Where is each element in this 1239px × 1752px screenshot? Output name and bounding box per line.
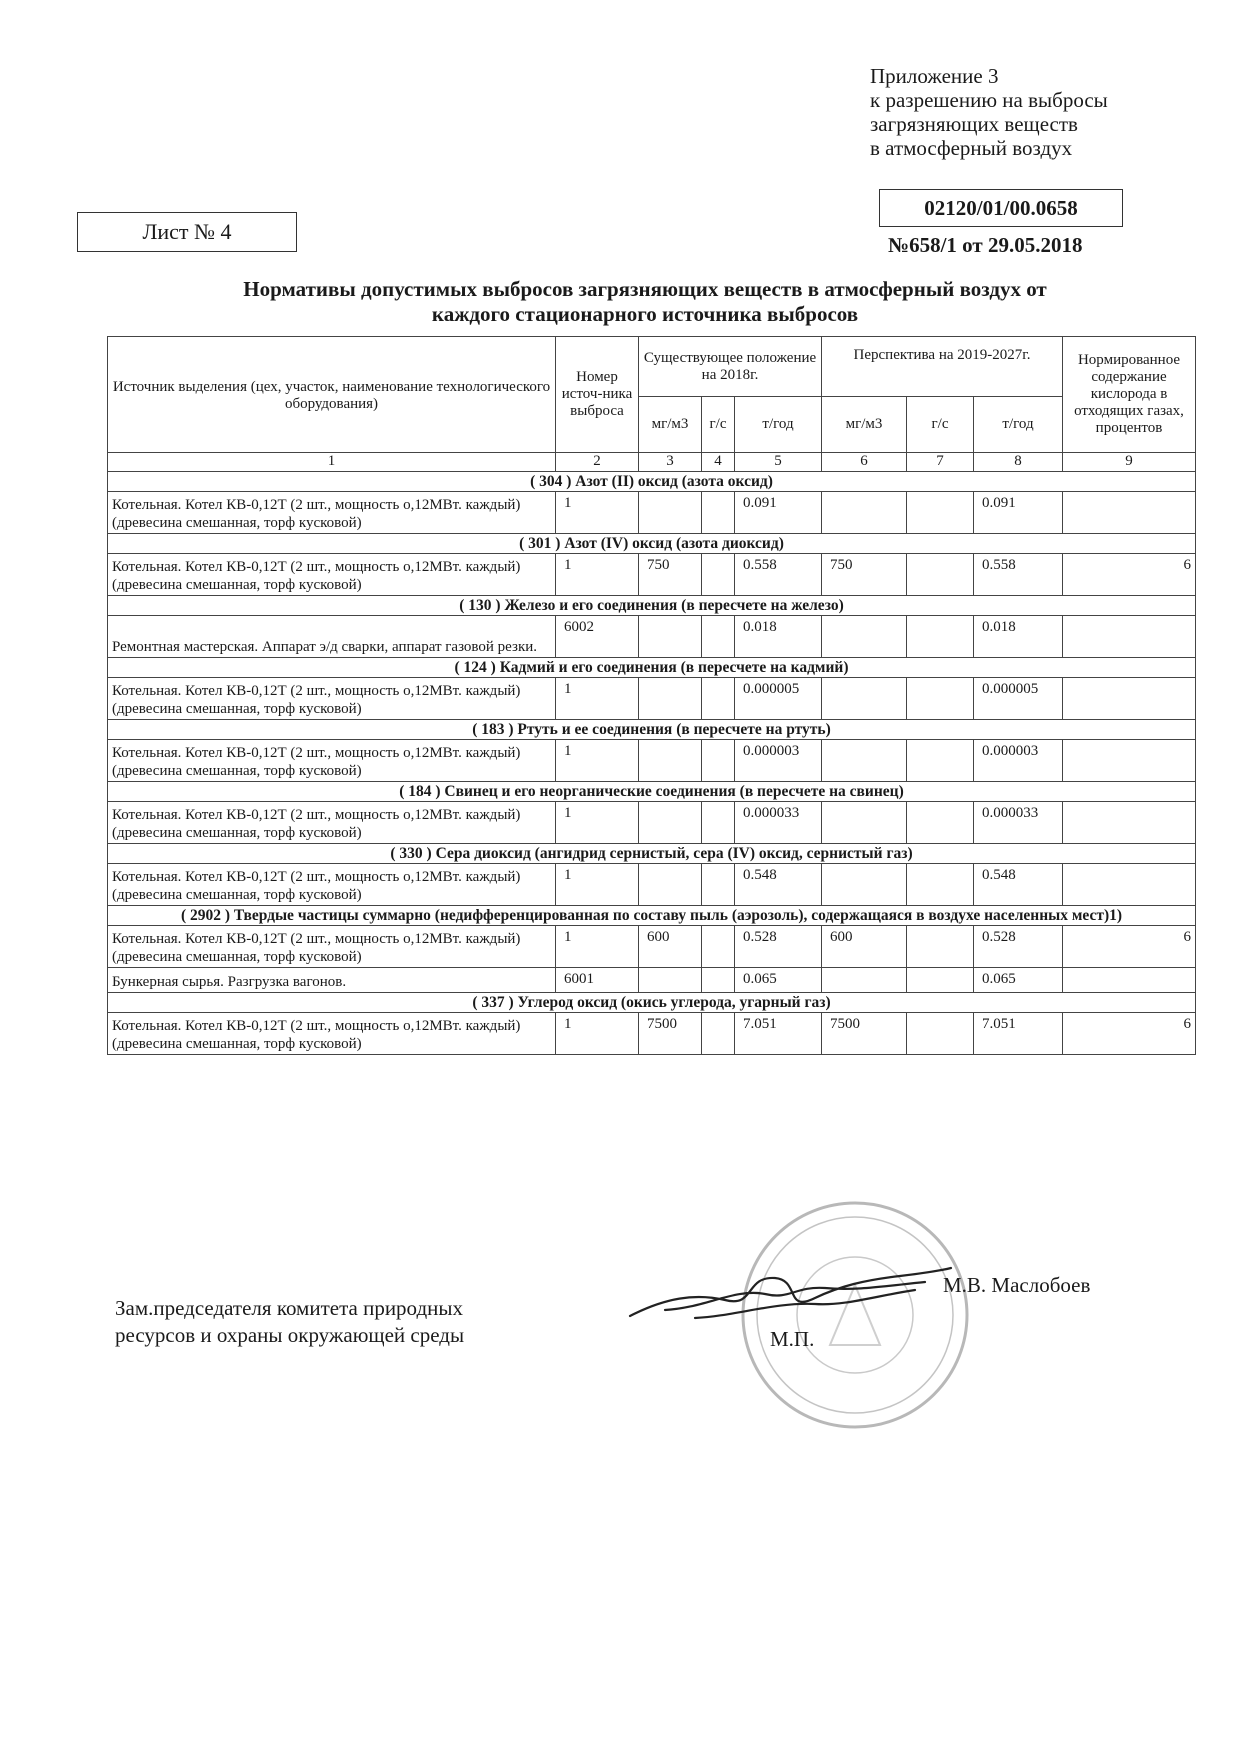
- existing-g-s-cell: [702, 968, 735, 993]
- perspective-mg-m3-cell: [822, 678, 907, 720]
- substance-header-row: [108, 472, 1196, 492]
- perspective-g-s-cell: [907, 968, 974, 993]
- existing-t-year-cell: 0.528: [735, 926, 822, 968]
- substance-title: ( 304 ) Азот (II) оксид (азота оксид): [108, 472, 1196, 492]
- existing-mg-m3-cell: 600: [639, 926, 702, 968]
- existing-t-year-cell: 0.548: [735, 864, 822, 906]
- perspective-mg-m3-cell: 7500: [822, 1013, 907, 1055]
- existing-t-year-cell: 0.018: [735, 616, 822, 658]
- perspective-t-year-cell: 0.548: [974, 864, 1063, 906]
- perspective-g-s-cell: [907, 554, 974, 596]
- source-cell: Котельная. Котел КВ-0,12Т (2 шт., мощность о,12МВт. каждый) (древесина смешанная, торф кусковой): [108, 554, 556, 596]
- existing-t-year-cell: 0.000005: [735, 678, 822, 720]
- existing-t-year-cell: 0.558: [735, 554, 822, 596]
- source-cell: Котельная. Котел КВ-0,12Т (2 шт., мощность о,12МВт. каждый) (древесина смешанная, торф кусковой): [108, 1013, 556, 1055]
- perspective-g-s-cell: [907, 1013, 974, 1055]
- source-number-cell: 1: [556, 678, 639, 720]
- source-number-cell: 1: [556, 554, 639, 596]
- perspective-mg-m3-cell: [822, 492, 907, 534]
- substance-header-row: [108, 658, 1196, 678]
- existing-g-s-cell: [702, 554, 735, 596]
- perspective-g-s-cell: [907, 492, 974, 534]
- existing-g-s-cell: [702, 740, 735, 782]
- oxygen-cell: [1063, 492, 1196, 534]
- substance-header-row: [108, 720, 1196, 740]
- table-row: [108, 678, 1196, 720]
- existing-g-s-cell: [702, 1013, 735, 1055]
- existing-mg-m3-cell: [639, 740, 702, 782]
- perspective-g-s-cell: [907, 616, 974, 658]
- substance-title: ( 130 ) Железо и его соединения (в пересчете на железо): [108, 596, 1196, 616]
- header-mg-m3-existing: мг/м3: [639, 397, 702, 453]
- substance-header-row: [108, 596, 1196, 616]
- table-row: [108, 740, 1196, 782]
- existing-mg-m3-cell: [639, 802, 702, 844]
- column-number: 3: [639, 453, 702, 472]
- header-perspective: Перспектива на 2019-2027г.: [822, 337, 1063, 397]
- substance-title: ( 330 ) Сера диоксид (ангидрид сернистый, сера (IV) оксид, сернистый газ): [108, 844, 1196, 864]
- oxygen-cell: 6: [1063, 926, 1196, 968]
- perspective-g-s-cell: [907, 740, 974, 782]
- substance-header-row: [108, 993, 1196, 1013]
- annex-line-2: к разрешению на выбросы: [870, 88, 1108, 112]
- source-number-cell: 1: [556, 926, 639, 968]
- substance-header-row: [108, 844, 1196, 864]
- existing-t-year-cell: 7.051: [735, 1013, 822, 1055]
- signer-position-line-1: Зам.председателя комитета природных: [115, 1296, 463, 1320]
- seal-label: М.П.: [770, 1327, 815, 1351]
- existing-g-s-cell: [702, 802, 735, 844]
- source-cell: Бункерная сырья. Разгрузка вагонов.: [108, 968, 556, 993]
- header-number: Номер источ-ника выброса: [556, 337, 639, 453]
- column-number-row: [108, 453, 1196, 472]
- column-number: 4: [702, 453, 735, 472]
- perspective-t-year-cell: 0.000003: [974, 740, 1063, 782]
- oxygen-cell: [1063, 616, 1196, 658]
- handwritten-signature: [625, 1258, 955, 1338]
- annex-line-1: Приложение 3: [870, 64, 999, 88]
- substance-title: ( 337 ) Углерод оксид (окись углерода, угарный газ): [108, 993, 1196, 1013]
- emissions-table: [107, 336, 1196, 1055]
- table-row: [108, 864, 1196, 906]
- perspective-mg-m3-cell: 600: [822, 926, 907, 968]
- table-row: [108, 968, 1196, 993]
- table-header: [108, 337, 1196, 472]
- table-row: [108, 802, 1196, 844]
- perspective-t-year-cell: 7.051: [974, 1013, 1063, 1055]
- emissions-table-wrapper: [107, 336, 1195, 1055]
- existing-mg-m3-cell: [639, 492, 702, 534]
- perspective-t-year-cell: 0.000033: [974, 802, 1063, 844]
- oxygen-cell: [1063, 678, 1196, 720]
- source-number-cell: 6002: [556, 616, 639, 658]
- column-number: 6: [822, 453, 907, 472]
- header-existing: Существующее положение на 2018г.: [639, 337, 822, 397]
- existing-g-s-cell: [702, 616, 735, 658]
- existing-t-year-cell: 0.065: [735, 968, 822, 993]
- source-cell: Котельная. Котел КВ-0,12Т (2 шт., мощность о,12МВт. каждый) (древесина смешанная, торф кусковой): [108, 678, 556, 720]
- existing-g-s-cell: [702, 864, 735, 906]
- header-source: Источник выделения (цех, участок, наименование технологического оборудования): [108, 337, 556, 453]
- header-oxygen: Нормированное содержание кислорода в отходящих газах, процентов: [1063, 337, 1196, 453]
- table-row: [108, 926, 1196, 968]
- title-line-2: каждого стационарного источника выбросов: [431, 302, 859, 326]
- source-number-cell: 1: [556, 740, 639, 782]
- source-number-cell: 1: [556, 864, 639, 906]
- existing-mg-m3-cell: [639, 864, 702, 906]
- source-cell: Котельная. Котел КВ-0,12Т (2 шт., мощность о,12МВт. каждый) (древесина смешанная, торф кусковой): [108, 864, 556, 906]
- perspective-g-s-cell: [907, 678, 974, 720]
- existing-g-s-cell: [702, 678, 735, 720]
- annex-note: [870, 64, 1108, 160]
- substance-title: ( 184 ) Свинец и его неорганические соединения (в пересчете на свинец): [108, 782, 1196, 802]
- signer-position-line-2: ресурсов и охраны окружающей среды: [115, 1323, 465, 1347]
- substance-title: ( 124 ) Кадмий и его соединения (в пересчете на кадмий): [108, 658, 1196, 678]
- header-mg-m3-perspective: мг/м3: [822, 397, 907, 453]
- substance-title: ( 301 ) Азот (IV) оксид (азота диоксид): [108, 534, 1196, 554]
- oxygen-cell: [1063, 802, 1196, 844]
- permit-number-box: 02120/01/00.0658: [879, 189, 1123, 227]
- perspective-g-s-cell: [907, 864, 974, 906]
- existing-mg-m3-cell: 750: [639, 554, 702, 596]
- oxygen-cell: [1063, 864, 1196, 906]
- existing-t-year-cell: 0.000003: [735, 740, 822, 782]
- source-cell: Котельная. Котел КВ-0,12Т (2 шт., мощность о,12МВт. каждый) (древесина смешанная, торф кусковой): [108, 926, 556, 968]
- substance-header-row: [108, 906, 1196, 926]
- perspective-t-year-cell: 0.065: [974, 968, 1063, 993]
- existing-t-year-cell: 0.000033: [735, 802, 822, 844]
- header-g-s-perspective: г/с: [907, 397, 974, 453]
- table-row: [108, 554, 1196, 596]
- substance-title: ( 183 ) Ртуть и ее соединения (в пересчете на ртуть): [108, 720, 1196, 740]
- permit-date: №658/1 от 29.05.2018: [888, 233, 1083, 257]
- perspective-t-year-cell: 0.528: [974, 926, 1063, 968]
- perspective-t-year-cell: 0.558: [974, 554, 1063, 596]
- oxygen-cell: [1063, 740, 1196, 782]
- title-line-1: Нормативы допустимых выбросов загрязняющих веществ в атмосферный воздух от: [243, 277, 1047, 301]
- perspective-g-s-cell: [907, 926, 974, 968]
- substance-header-row: [108, 782, 1196, 802]
- perspective-mg-m3-cell: [822, 616, 907, 658]
- perspective-mg-m3-cell: [822, 740, 907, 782]
- column-number: 5: [735, 453, 822, 472]
- header-t-year-existing: т/год: [735, 397, 822, 453]
- perspective-mg-m3-cell: [822, 968, 907, 993]
- source-number-cell: 1: [556, 802, 639, 844]
- annex-line-3: загрязняющих веществ: [870, 112, 1078, 136]
- document-title: [150, 277, 1140, 327]
- existing-mg-m3-cell: [639, 616, 702, 658]
- substance-header-row: [108, 534, 1196, 554]
- signer-name: М.В. Маслобоев: [943, 1273, 1091, 1297]
- table-row: [108, 1013, 1196, 1055]
- source-number-cell: 6001: [556, 968, 639, 993]
- source-cell: Ремонтная мастерская. Аппарат э/д сварки, аппарат газовой резки.: [108, 616, 556, 658]
- source-number-cell: 1: [556, 1013, 639, 1055]
- source-cell: Котельная. Котел КВ-0,12Т (2 шт., мощность о,12МВт. каждый) (древесина смешанная, торф кусковой): [108, 492, 556, 534]
- perspective-t-year-cell: 0.000005: [974, 678, 1063, 720]
- table-body: [108, 472, 1196, 1055]
- existing-g-s-cell: [702, 926, 735, 968]
- substance-title: ( 2902 ) Твердые частицы суммарно (недифференцированная по составу пыль (аэрозоль), содержащаяся в воздухе населенных мест)1): [108, 906, 1196, 926]
- source-number-cell: 1: [556, 492, 639, 534]
- existing-mg-m3-cell: [639, 678, 702, 720]
- column-number: 7: [907, 453, 974, 472]
- header-t-year-perspective: т/год: [974, 397, 1063, 453]
- existing-g-s-cell: [702, 492, 735, 534]
- table-row: [108, 616, 1196, 658]
- perspective-mg-m3-cell: [822, 864, 907, 906]
- column-number: 1: [108, 453, 556, 472]
- existing-t-year-cell: 0.091: [735, 492, 822, 534]
- perspective-t-year-cell: 0.091: [974, 492, 1063, 534]
- source-cell: Котельная. Котел КВ-0,12Т (2 шт., мощность о,12МВт. каждый) (древесина смешанная, торф кусковой): [108, 802, 556, 844]
- header-g-s-existing: г/с: [702, 397, 735, 453]
- signer-position: [115, 1295, 464, 1349]
- oxygen-cell: [1063, 968, 1196, 993]
- table-row: [108, 492, 1196, 534]
- perspective-t-year-cell: 0.018: [974, 616, 1063, 658]
- existing-mg-m3-cell: [639, 968, 702, 993]
- column-number: 9: [1063, 453, 1196, 472]
- existing-mg-m3-cell: 7500: [639, 1013, 702, 1055]
- oxygen-cell: 6: [1063, 554, 1196, 596]
- source-cell: Котельная. Котел КВ-0,12Т (2 шт., мощность о,12МВт. каждый) (древесина смешанная, торф кусковой): [108, 740, 556, 782]
- perspective-mg-m3-cell: [822, 802, 907, 844]
- sheet-number-box: Лист № 4: [77, 212, 297, 252]
- annex-line-4: в атмосферный воздух: [870, 136, 1073, 160]
- column-number: 2: [556, 453, 639, 472]
- perspective-mg-m3-cell: 750: [822, 554, 907, 596]
- perspective-g-s-cell: [907, 802, 974, 844]
- oxygen-cell: 6: [1063, 1013, 1196, 1055]
- column-number: 8: [974, 453, 1063, 472]
